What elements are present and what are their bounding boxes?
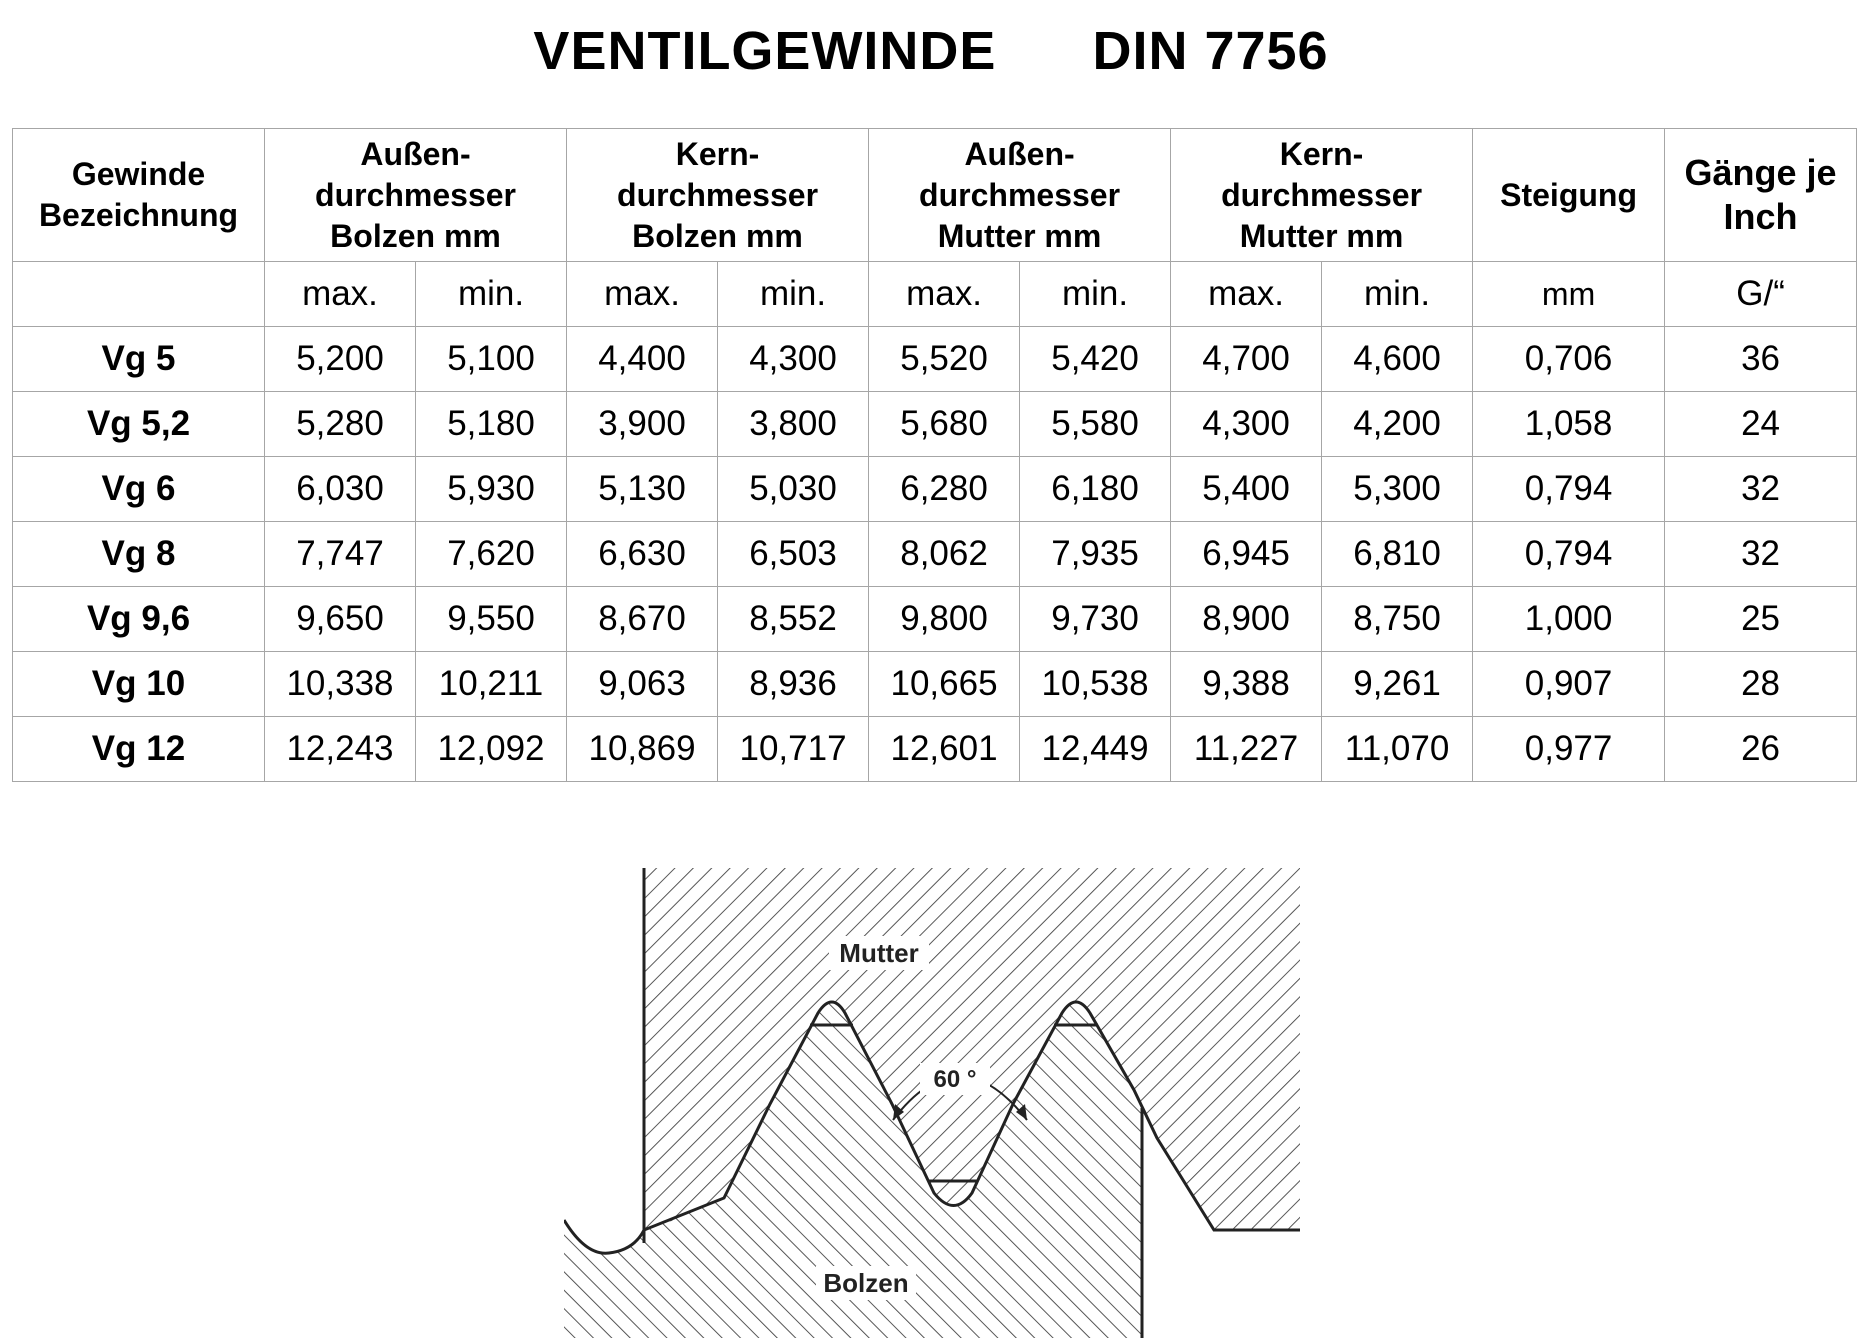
- thread-spec-table: [12, 128, 1857, 782]
- value-cell: 4,200: [1322, 392, 1473, 457]
- table-row: [13, 522, 1857, 587]
- value-cell: 4,300: [1171, 392, 1322, 457]
- thread-designation-cell: Vg 8: [13, 522, 265, 587]
- value-cell: 7,620: [416, 522, 567, 587]
- value-cell: 8,900: [1171, 587, 1322, 652]
- value-cell: 6,810: [1322, 522, 1473, 587]
- value-cell: 4,600: [1322, 327, 1473, 392]
- header-line: durchmesser: [919, 176, 1121, 213]
- header-kerndurchmesser-bolzen: [567, 129, 869, 262]
- value-cell: 10,538: [1020, 652, 1171, 717]
- header-kerndurchmesser-mutter: [1171, 129, 1473, 262]
- subheader-max: max.: [567, 262, 718, 327]
- value-cell: 0,907: [1473, 652, 1665, 717]
- value-cell: 6,945: [1171, 522, 1322, 587]
- thread-designation-cell: Vg 9,6: [13, 587, 265, 652]
- header-line: durchmesser: [315, 176, 516, 213]
- value-cell: 10,869: [567, 717, 718, 782]
- value-cell: 10,717: [718, 717, 869, 782]
- value-cell: 12,601: [869, 717, 1020, 782]
- subheader-unit-gaenge: G/“: [1665, 262, 1857, 327]
- value-cell: 5,200: [265, 327, 416, 392]
- value-cell: 11,070: [1322, 717, 1473, 782]
- value-cell: 9,650: [265, 587, 416, 652]
- value-cell: 4,400: [567, 327, 718, 392]
- subheader-max: max.: [1171, 262, 1322, 327]
- header-line: Gewinde: [71, 156, 206, 192]
- value-cell: 12,449: [1020, 717, 1171, 782]
- value-cell: 3,800: [718, 392, 869, 457]
- value-cell: 0,794: [1473, 457, 1665, 522]
- table-row: [13, 392, 1857, 457]
- bolzen-label: Bolzen: [823, 1268, 909, 1298]
- value-cell: 25: [1665, 587, 1857, 652]
- table-body: [13, 327, 1857, 782]
- value-cell: 5,130: [567, 457, 718, 522]
- value-cell: 8,936: [718, 652, 869, 717]
- value-cell: 9,550: [416, 587, 567, 652]
- value-cell: 12,092: [416, 717, 567, 782]
- value-cell: 4,700: [1171, 327, 1322, 392]
- header-gewinde-bezeichnung: [13, 129, 265, 262]
- subheader-row: [13, 262, 1857, 327]
- header-line: Inch: [1723, 196, 1798, 237]
- header-aussendurchmesser-bolzen: [265, 129, 567, 262]
- value-cell: 36: [1665, 327, 1857, 392]
- thread-profile-svg: [564, 868, 1300, 1338]
- value-cell: 8,750: [1322, 587, 1473, 652]
- value-cell: 5,300: [1322, 457, 1473, 522]
- value-cell: 6,180: [1020, 457, 1171, 522]
- value-cell: 12,243: [265, 717, 416, 782]
- value-cell: 5,930: [416, 457, 567, 522]
- table-row: [13, 652, 1857, 717]
- subheader-max: max.: [265, 262, 416, 327]
- value-cell: 32: [1665, 522, 1857, 587]
- value-cell: 5,280: [265, 392, 416, 457]
- value-cell: 9,388: [1171, 652, 1322, 717]
- table-row: [13, 717, 1857, 782]
- value-cell: 4,300: [718, 327, 869, 392]
- thread-designation-cell: Vg 12: [13, 717, 265, 782]
- value-cell: 11,227: [1171, 717, 1322, 782]
- subheader-min: min.: [416, 262, 567, 327]
- header-line: Bolzen mm: [330, 217, 501, 254]
- value-cell: 6,503: [718, 522, 869, 587]
- subheader-unit-mm: mm: [1473, 262, 1665, 327]
- header-line: Mutter mm: [1239, 217, 1404, 254]
- thread-designation-cell: Vg 6: [13, 457, 265, 522]
- header-steigung: Steigung: [1473, 129, 1665, 262]
- header-aussendurchmesser-mutter: [869, 129, 1171, 262]
- value-cell: 5,580: [1020, 392, 1171, 457]
- table-row: [13, 587, 1857, 652]
- value-cell: 0,706: [1473, 327, 1665, 392]
- subheader-min: min.: [1020, 262, 1171, 327]
- value-cell: 1,000: [1473, 587, 1665, 652]
- header-line: Kern-: [675, 135, 760, 172]
- thread-designation-cell: Vg 5,2: [13, 392, 265, 457]
- value-cell: 1,058: [1473, 392, 1665, 457]
- value-cell: 32: [1665, 457, 1857, 522]
- value-cell: 6,030: [265, 457, 416, 522]
- value-cell: 5,180: [416, 392, 567, 457]
- subheader-max: max.: [869, 262, 1020, 327]
- header-line: durchmesser: [1221, 176, 1423, 213]
- header-line: Gänge je: [1684, 152, 1837, 193]
- value-cell: 10,665: [869, 652, 1020, 717]
- value-cell: 5,520: [869, 327, 1020, 392]
- value-cell: 8,062: [869, 522, 1020, 587]
- mutter-label: Mutter: [839, 938, 919, 968]
- value-cell: 28: [1665, 652, 1857, 717]
- value-cell: 10,338: [265, 652, 416, 717]
- value-cell: 3,900: [567, 392, 718, 457]
- subheader-empty: [13, 262, 265, 327]
- value-cell: 7,747: [265, 522, 416, 587]
- value-cell: 0,794: [1473, 522, 1665, 587]
- value-cell: 5,420: [1020, 327, 1171, 392]
- header-line: Außen-: [964, 135, 1075, 172]
- value-cell: 5,680: [869, 392, 1020, 457]
- value-cell: 24: [1665, 392, 1857, 457]
- table-row: [13, 457, 1857, 522]
- value-cell: 9,063: [567, 652, 718, 717]
- header-line: Bezeichnung: [38, 197, 239, 233]
- subheader-min: min.: [1322, 262, 1473, 327]
- thread-designation-cell: Vg 5: [13, 327, 265, 392]
- value-cell: 8,552: [718, 587, 869, 652]
- value-cell: 9,800: [869, 587, 1020, 652]
- value-cell: 0,977: [1473, 717, 1665, 782]
- header-row: [13, 129, 1857, 262]
- page-title: VENTILGEWINDE DIN 7756: [533, 21, 1329, 81]
- header-line: Außen-: [360, 135, 471, 172]
- value-cell: 10,211: [416, 652, 567, 717]
- value-cell: 26: [1665, 717, 1857, 782]
- header-line: Bolzen mm: [632, 217, 803, 254]
- thread-designation-cell: Vg 10: [13, 652, 265, 717]
- thread-profile-diagram: [564, 868, 1300, 1338]
- angle-label: 60 °: [933, 1066, 977, 1093]
- value-cell: 5,030: [718, 457, 869, 522]
- value-cell: 6,630: [567, 522, 718, 587]
- value-cell: 9,261: [1322, 652, 1473, 717]
- header-line: Kern-: [1279, 135, 1364, 172]
- header-line: Mutter mm: [937, 217, 1102, 254]
- value-cell: 5,100: [416, 327, 567, 392]
- header-line: durchmesser: [617, 176, 819, 213]
- value-cell: 9,730: [1020, 587, 1171, 652]
- value-cell: 8,670: [567, 587, 718, 652]
- table-row: [13, 327, 1857, 392]
- subheader-min: min.: [718, 262, 869, 327]
- value-cell: 5,400: [1171, 457, 1322, 522]
- value-cell: 6,280: [869, 457, 1020, 522]
- value-cell: 7,935: [1020, 522, 1171, 587]
- header-gaenge-je-inch: [1665, 129, 1857, 262]
